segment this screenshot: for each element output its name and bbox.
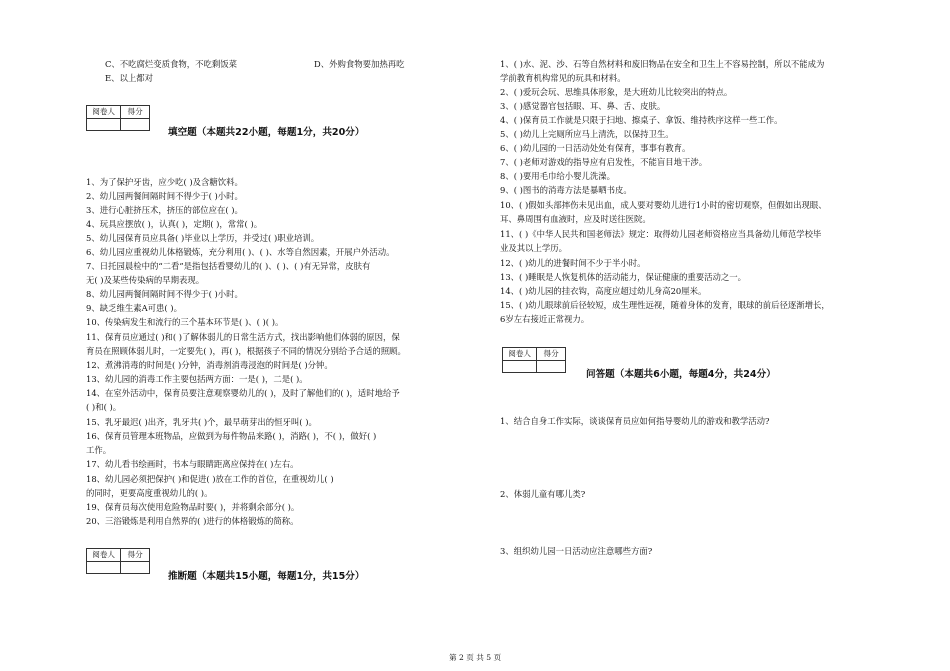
fill-line: 6、幼儿园应重视幼儿体格锻炼，充分利用( )、( )、水等自然因素，开展户外活动。 xyxy=(86,247,395,257)
fill-line: 无( )及某些传染病的早期表现。 xyxy=(86,275,205,285)
reviewer-label: 阅卷人 xyxy=(503,348,537,360)
judge-line: 11、( )《中华人民共和国老师法》规定：取得幼儿园老师资格应当具备幼儿师范学校毕 xyxy=(500,229,822,239)
fill-line: 15、乳牙最迟( )出齐，乳牙共( )个，最早萌芽出的恒牙叫( )。 xyxy=(86,417,317,427)
fill-line: 工作。 xyxy=(86,445,112,455)
judge-line: 4、( )保育员工作就是只限于扫地、擦桌子、拿饭、维持秩序这样一些工作。 xyxy=(500,115,783,125)
fill-line: 2、幼儿园两餐间隔时间不得少于( )小时。 xyxy=(86,191,243,201)
fill-line: 14、在室外活动中，保育员要注意观察婴幼儿的( )，及时了解他们的( )，适时地给予 xyxy=(86,388,400,398)
option-e: E、以上都对 xyxy=(105,73,153,83)
judge-line: 14、( )幼儿园的挂衣钩，高度应超过幼儿身高20厘米。 xyxy=(500,286,707,296)
fill-line: 9、缺乏维生素A可患( )。 xyxy=(86,303,182,313)
fill-line: 3、进行心脏挤压术，挤压的部位应在( )。 xyxy=(86,205,243,215)
score-box-qa xyxy=(502,347,566,373)
judge-line: 6岁左右接近正常视力。 xyxy=(500,314,590,324)
score-box-judge xyxy=(86,548,150,574)
qa-question: 3、组织幼儿园一日活动应注意哪些方面? xyxy=(500,546,653,556)
judge-line: 10、( )假如头部摔伤未见出血，成人要对婴幼儿进行1小时的密切观察，但假如出现眼、 xyxy=(500,200,827,210)
judge-line: 13、( )睡眠是人恢复机体的活动能力，保证健康的重要活动之一。 xyxy=(500,272,746,282)
fill-line: ( )和( )。 xyxy=(86,402,122,412)
option-c: C、不吃腐烂变质食物，不吃剩饭菜 xyxy=(105,59,238,69)
fill-line: 1、为了保护牙齿，应少吃( )及含糖饮料。 xyxy=(86,177,243,187)
judge-line: 2、( )爱玩会玩、思维具体形象，是大班幼儿比较突出的特点。 xyxy=(500,87,733,97)
score-label: 得分 xyxy=(127,107,143,116)
qa-question: 2、体弱儿童有哪儿类? xyxy=(500,489,586,499)
score-label: 得分 xyxy=(543,349,559,358)
fill-line: 18、幼儿园必须把保护( )和促进( )放在工作的首位，在重视幼儿( ) xyxy=(86,474,334,484)
fill-line: 11、保育员应通过( )和( )了解体弱儿的日常生活方式，找出影响他们体弱的原因，保 xyxy=(86,332,400,342)
fill-line: 10、传染病发生和流行的三个基本环节是( )、( )( )。 xyxy=(86,317,284,327)
judge-section-title: 推断题（本题共15小题，每题1分，共15分） xyxy=(168,571,365,582)
judge-line: 学前教育机构常见的玩具和材料。 xyxy=(500,73,626,83)
fill-line: 4、玩具应摆放( )，认真( )，定期( )，常常( )。 xyxy=(86,219,263,229)
fill-line: 育员在照顾体弱儿时，一定要先( )，再( )，根据孩子不同的情况分别给予合适的照顾。 xyxy=(86,346,406,356)
qa-question: 1、结合自身工作实际，谈谈保育员应如何指导婴幼儿的游戏和教学活动? xyxy=(500,416,770,426)
reviewer-label: 阅卷人 xyxy=(87,106,121,118)
judge-line: 7、( )老师对游戏的指导应有启发性，不能盲目地干涉。 xyxy=(500,157,708,167)
judge-line: 6、( )幼儿园的一日活动处处有保育，事事有教育。 xyxy=(500,143,691,153)
option-d: D、外购食物要加热再吃 xyxy=(314,59,405,69)
fill-line: 5、幼儿园保育员应具备( )毕业以上学历，并受过( )职业培训。 xyxy=(86,233,320,243)
fill-line: 12、煮沸消毒的时间是( )分钟，消毒剂消毒浸泡的时间是( )分钟。 xyxy=(86,360,333,370)
fill-section-title: 填空题（本题共22小题，每题1分，共20分） xyxy=(168,127,365,138)
reviewer-label: 阅卷人 xyxy=(87,549,121,561)
page-footer: 第 2 页 共 5 页 xyxy=(448,653,502,662)
fill-line: 的同时，更要高度重视幼儿的( )。 xyxy=(86,488,213,498)
judge-line: 15、( )幼儿眼球前后径较短，成生理性远视，随着身体的发育，眼球的前后径逐渐增长， xyxy=(500,300,830,310)
judge-line: 9、( )图书的消毒方法是暴晒书皮。 xyxy=(500,185,632,195)
fill-line: 8、幼儿园两餐间隔时间不得少于( )小时。 xyxy=(86,289,243,299)
judge-line: 8、( )要用毛巾给小婴儿洗澡。 xyxy=(500,171,616,181)
judge-line: 1、( )水、泥、沙、石等自然材料和废旧物品在安全和卫生上不容易控制，所以不能成为 xyxy=(500,59,825,69)
fill-line: 16、保育员管理本班物品，应做到为每件物品来路( )，消路( )，不( )，做好( ) xyxy=(86,431,377,441)
fill-line: 7、日托园晨检中的“二看”是指包括看婴幼儿的( )、( )、( )有无异常，皮肤有 xyxy=(86,261,371,271)
score-box-fill xyxy=(86,105,150,131)
judge-line: 3、( )感觉器官包括眼、耳、鼻、舌、皮肤。 xyxy=(500,101,666,111)
judge-line: 业及其以上学历。 xyxy=(500,243,567,253)
fill-line: 17、幼儿看书绘画时，书本与眼睛距离应保持在( )左右。 xyxy=(86,459,299,469)
score-label: 得分 xyxy=(127,550,143,559)
fill-line: 20、三浴锻炼是利用自然界的( )进行的体格锻炼的简称。 xyxy=(86,516,299,526)
judge-line: 耳、鼻周围有血液时，应及时送往医院。 xyxy=(500,214,651,224)
fill-line: 13、幼儿园的消毒工作主要包括两方面：一是( )，二是( )。 xyxy=(86,374,308,384)
judge-line: 5、( )幼儿上完厕所应马上清洗，以保持卫生。 xyxy=(500,129,674,139)
judge-line: 12、( )幼儿的进餐时间不少于半小时。 xyxy=(500,258,646,268)
fill-line: 19、保育员每次使用危险物品时要( )，并将剩余部分( )。 xyxy=(86,502,300,512)
qa-section-title: 问答题（本题共6小题，每题4分，共24分） xyxy=(586,369,776,380)
